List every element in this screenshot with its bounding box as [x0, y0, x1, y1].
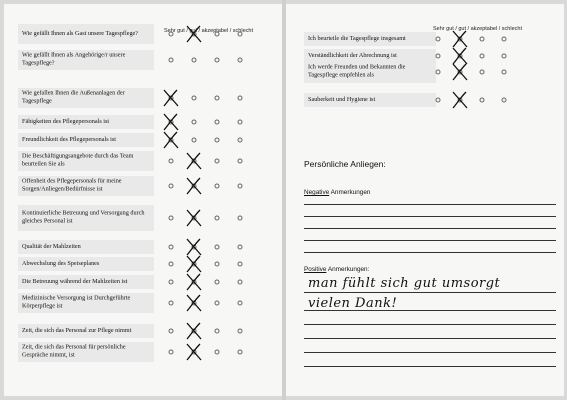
rating-option[interactable] — [502, 70, 507, 75]
rating-option[interactable] — [502, 54, 507, 59]
question-row — [18, 115, 154, 129]
rating-option[interactable] — [192, 96, 197, 101]
question-row — [18, 324, 154, 338]
question-text: Kontinuierliche Betreuung und Versorgung durch gleiches Personal ist — [22, 209, 145, 225]
rating-option[interactable] — [215, 184, 220, 189]
write-line — [304, 324, 556, 325]
write-line — [304, 252, 556, 253]
question-row — [18, 275, 154, 289]
rating-option[interactable] — [192, 159, 197, 164]
write-line — [304, 338, 556, 339]
rating-option[interactable] — [169, 32, 174, 37]
left-page — [4, 4, 282, 396]
negative-remarks-label: Negative Anmerkungen — [304, 189, 371, 196]
positive-remarks-label: Positive Anmerkungen: — [304, 266, 370, 273]
rating-option[interactable] — [215, 138, 220, 143]
rating-option[interactable] — [169, 138, 174, 143]
rating-option[interactable] — [238, 280, 243, 285]
rating-option[interactable] — [238, 184, 243, 189]
question-row — [18, 176, 154, 196]
rating-option[interactable] — [215, 216, 220, 221]
rating-option[interactable] — [169, 216, 174, 221]
handwritten-remark: man fühlt sich gut umsorgt — [308, 276, 501, 291]
rating-option[interactable] — [480, 70, 485, 75]
question-text: Verständlichkeit der Abrechnung ist — [308, 51, 397, 59]
question-row — [304, 32, 436, 46]
question-row — [18, 257, 154, 271]
rating-option[interactable] — [238, 301, 243, 306]
rating-option[interactable] — [169, 280, 174, 285]
rating-option[interactable] — [169, 301, 174, 306]
rating-option[interactable] — [192, 280, 197, 285]
question-text: Wie gefallen Ihnen die Außenanlagen der Tagespflege — [22, 89, 125, 105]
rating-option[interactable] — [238, 350, 243, 355]
question-row — [304, 61, 436, 83]
question-text: Abwechslung des Speiseplanes — [22, 259, 100, 267]
write-line — [304, 228, 556, 229]
rating-option[interactable] — [169, 120, 174, 125]
question-row — [18, 88, 154, 108]
rating-option[interactable] — [458, 37, 463, 42]
rating-option[interactable] — [480, 98, 485, 103]
question-text: Qualität der Mahlzeiten — [22, 242, 81, 250]
question-row — [18, 240, 154, 254]
question-row — [18, 205, 154, 231]
rating-option[interactable] — [192, 301, 197, 306]
rating-option[interactable] — [215, 301, 220, 306]
question-row — [18, 293, 154, 313]
question-row — [18, 50, 154, 70]
rating-option[interactable] — [215, 159, 220, 164]
personal-concerns-title: Persönliche Anliegen: — [304, 159, 386, 169]
question-text: Zeit, die sich das Personal für persönliche Gespräche nimmt, ist — [22, 343, 126, 359]
question-text: Medizinische Versorgung ist Durchgeführte Körperpflege ist — [22, 294, 131, 310]
rating-option[interactable] — [169, 58, 174, 63]
rating-scale-header: Sehr gut / gut / akzeptabel / schlecht — [164, 28, 253, 34]
rating-option[interactable] — [169, 350, 174, 355]
question-row — [18, 133, 154, 147]
rating-option[interactable] — [215, 96, 220, 101]
rating-option[interactable] — [192, 245, 197, 250]
rating-option[interactable] — [169, 184, 174, 189]
rating-option[interactable] — [215, 280, 220, 285]
rating-option[interactable] — [192, 120, 197, 125]
question-row — [18, 342, 154, 362]
rating-option[interactable] — [192, 350, 197, 355]
rating-option[interactable] — [215, 58, 220, 63]
question-row — [304, 93, 436, 107]
rating-option[interactable] — [238, 138, 243, 143]
rating-option[interactable] — [238, 216, 243, 221]
rating-option[interactable] — [458, 54, 463, 59]
rating-option[interactable] — [238, 159, 243, 164]
question-text: Wie gefällt Ihnen als Angehörige/r unsere Tagespflege? — [22, 51, 126, 67]
rating-scale-header: Sehr gut / gut / akzeptabel / schlecht — [433, 26, 522, 32]
rating-option[interactable] — [192, 184, 197, 189]
rating-option[interactable] — [169, 329, 174, 334]
question-text: Sauberkeit und Hygiene ist — [308, 95, 376, 103]
rating-option[interactable] — [215, 32, 220, 37]
rating-option[interactable] — [192, 138, 197, 143]
question-text: Fähigkeiten des Pflegepersonals ist — [22, 117, 110, 125]
rating-option[interactable] — [169, 245, 174, 250]
rating-option[interactable] — [502, 37, 507, 42]
rating-option[interactable] — [215, 350, 220, 355]
handwritten-remark: vielen Dank! — [308, 296, 398, 311]
rating-option[interactable] — [192, 32, 197, 37]
rating-option[interactable] — [215, 245, 220, 250]
rating-option[interactable] — [238, 58, 243, 63]
question-text: Die Beschäftigungsangebote durch das Team beurteilen Sie als — [22, 152, 134, 168]
rating-option[interactable] — [238, 120, 243, 125]
question-text: Freundlichkeit des Pflegepersonals ist — [22, 135, 116, 143]
rating-option[interactable] — [215, 120, 220, 125]
rating-option[interactable] — [192, 216, 197, 221]
rating-option[interactable] — [238, 32, 243, 37]
rating-option[interactable] — [480, 54, 485, 59]
rating-option[interactable] — [436, 37, 441, 42]
question-text: Ich beurteile die Tagespflege insgesamt — [308, 34, 406, 42]
write-line — [304, 292, 556, 293]
question-text: Offenheit des Pflegepersonals für meine Sorgen/Anliegen/Bedürfnisse ist — [22, 177, 122, 193]
write-line — [304, 366, 556, 367]
question-row — [18, 151, 154, 171]
question-row — [18, 24, 154, 44]
question-text: Ich werde Freunden und Bekannten die Tagespflege empfehlen als — [308, 63, 406, 79]
rating-option[interactable] — [169, 96, 174, 101]
write-line — [304, 204, 556, 205]
rating-option[interactable] — [238, 262, 243, 267]
rating-option[interactable] — [192, 329, 197, 334]
rating-option[interactable] — [215, 329, 220, 334]
rating-option[interactable] — [192, 262, 197, 267]
rating-option[interactable] — [480, 37, 485, 42]
rating-option[interactable] — [458, 70, 463, 75]
write-line — [304, 216, 556, 217]
rating-option[interactable] — [169, 262, 174, 267]
write-line — [304, 240, 556, 241]
question-text: Zeit, die sich das Personal zur Pflege nimmt — [22, 326, 132, 334]
rating-option[interactable] — [238, 329, 243, 334]
rating-option[interactable] — [238, 245, 243, 250]
rating-option[interactable] — [436, 98, 441, 103]
rating-option[interactable] — [502, 98, 507, 103]
rating-option[interactable] — [436, 70, 441, 75]
question-text: Wie gefällt Ihnen als Gast unsere Tagespflege? — [22, 29, 139, 37]
rating-option[interactable] — [238, 96, 243, 101]
rating-option[interactable] — [192, 58, 197, 63]
rating-option[interactable] — [215, 262, 220, 267]
rating-option[interactable] — [458, 98, 463, 103]
rating-option[interactable] — [169, 159, 174, 164]
write-line — [304, 352, 556, 353]
right-page — [286, 4, 564, 396]
rating-option[interactable] — [436, 54, 441, 59]
question-text: Die Betreuung während der Mahlzeiten ist — [22, 277, 128, 285]
